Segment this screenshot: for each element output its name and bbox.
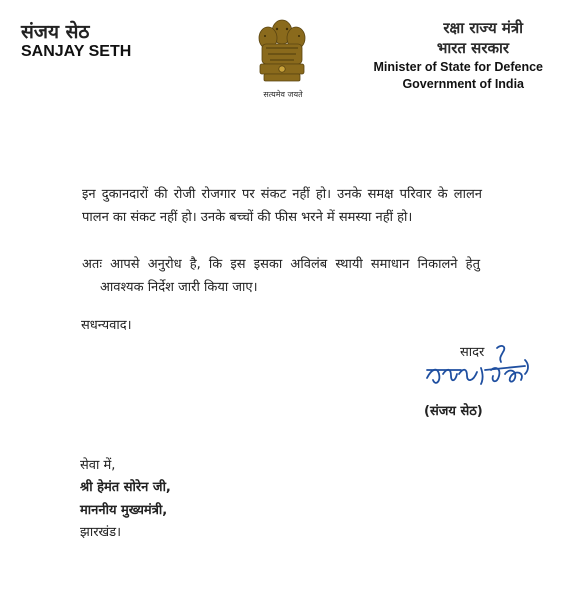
office-title-hindi-line2: भारत सरकार bbox=[436, 39, 509, 57]
emblem-motto: सत्यमेव जयते bbox=[263, 90, 303, 99]
sender-name-hindi: संजय सेठ bbox=[21, 21, 90, 43]
closing-thanks: सधन्यवाद। bbox=[81, 318, 132, 333]
office-title-english-line2: Government of India bbox=[402, 77, 524, 91]
addressee-prefix: सेवा में, bbox=[80, 458, 116, 473]
addressee-state: झारखंड। bbox=[80, 525, 122, 540]
addressee-designation: माननीय मुख्यमंत्री, bbox=[80, 503, 168, 518]
handwritten-signature bbox=[421, 340, 541, 400]
signer-name: (संजय सेठ) bbox=[424, 404, 483, 419]
office-title-hindi-line1: रक्षा राज्य मंत्री bbox=[443, 19, 523, 37]
office-title-english-line1: Minister of State for Defence bbox=[373, 60, 543, 74]
sender-name-english: SANJAY SETH bbox=[21, 43, 132, 60]
body-paragraph-1: इन दुकानदारों की रोजी रोजगार पर संकट नहीं हो। उनके समक्ष परिवार के लालन पालन का संकट नहीं हो। उनके बच्चों की फीस भरने में समस्या नहीं हो। bbox=[82, 187, 482, 225]
body-paragraph-2: अतः आपसे अनुरोध है, कि इस इसका अविलंब स्थायी समाधान निकालने हेतु आवश्यक निर्देश जारी किया जाए। bbox=[82, 257, 480, 295]
addressee-name: श्री हेमंत सोरेन जी, bbox=[80, 480, 171, 495]
salutation: सादर bbox=[460, 345, 485, 360]
